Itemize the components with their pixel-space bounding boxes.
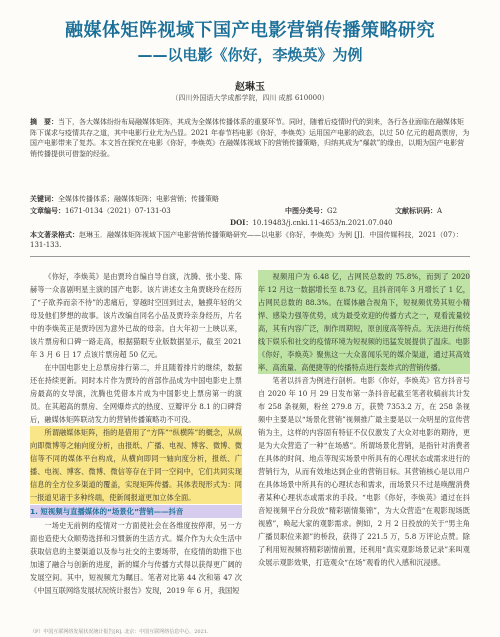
section-heading: 1. 短视频与直播媒体的“场景化”营销——抖音 [30,505,242,518]
clc-number [285,206,337,216]
column-right [258,270,470,569]
document-code-label: 文献标识码： [395,206,437,215]
author-affiliation: （四川外国语大学成都学院，四川 成都 610000） [171,94,329,102]
abstract-text: 当下，各大媒体纷纷布局融媒体矩阵，其成为全媒体传播体系的重要环节。同时，随着后疫情时代的到来，各行各业面临在融媒体矩阵下谋求与疫情共存之道，其中电影行业尤为凸显。2021 年春节档电影《你好，李焕英》运用国产电影的政态，以过 50 亿元的超高票房，为国产电影带来了复苏。本文旨在探究在电影《你好，李焕英》在融媒体视域下的营销传播策略，归纳其成为“爆款”的缘由，以期为国产电影营销传播提供可借鉴的经验。 [30,118,470,158]
doi-label: DOI： [230,218,253,227]
paragraph: 《你好，李焕英》是由贾玲自编自导自演，沈腾、张小斐、陈赫等一众喜剧明星主演的国产电影。该片讲述女主角贾晓玲在经历了“子欲养而亲不待”的悲痛后，穿越时空回到过去，触摸年轻的父母及他们梦想的故事。该片改编自同名小品及贾玲亲身经历，片名中的李焕英正是贾玲因为意外已故的母亲。自大年初一上映以来，该片票房和口碑一路走高，根据猫眼专业版数据显示，截至 2021 年 3 月 6 日 17 点该片票房超 50 亿元。 [30,272,242,359]
citation-label: 本文著录格式： [30,231,79,239]
article-number-value: 1671-0134（2021）07-131-03 [65,207,171,215]
clc-value: G2 [327,207,338,215]
doi-value: 10.19483/j.cnki.11-4653/n.2021.07.040 [252,219,393,227]
article-number [30,206,171,216]
keywords-text: 全媒体传播体系；融媒体矩阵；电影营销；传播策略 [58,195,219,203]
paper-subtitle: ——以电影《你好，李焕英》为例 [137,46,363,64]
paragraph-highlighted: 视频用户为 6.48 亿，占网民总数的 75.8%，而到了 2020 年 12 月这一数据增长至 8.73 亿，且抖音同年 3 月增长了 1 亿，占网民总数的 88.3%。在媒体融合视角下，短视频优势其短小精悍、感染力强等优势，成为最受欢迎的传播方式之一，观看流量较高，其有内容广泛，制作周期短，原创度高等特点。无法进行传统线下娱乐和社交的疫情环境为短视频的迅猛发展提供了温床。电影《你好，李焕英》聚焦这一大众喜闻乐见的媒介渠道，通过其高效率、高流量、高便捷等的传播特点进行轰炸式的营销传播。 [258,272,470,372]
divider [30,256,470,257]
paragraph: 笔者以抖音为例进行剖析。电影《你好，李焕英》官方抖音号自 2020 年 10 月 29 日发布第一条抖音起截至笔者收稿前共计发布 258 条视频，粉丝 279.8 万，获赞 7353.2 万，在 258 条视频中主要是以“场景化营销”视频推广最主要是以一众明星的宣传营销为主，这样的内容固有特征不仅仅激发了大众对电影的期待，更是为大众营造了一种“在场感”。所谓场景化营销，是指针对消费者在具体的时间、地点等现实场景中所具有的心理状态或需求进行的营销行为，从而有效地达到企业的营销目标。其营销核心是以用户在具体场景中所具有的心理状态和需求，而场景只不过是唤醒消费者某种心理状态或需求的手段。“电影《你好，李焕英》通过在抖音短视频平台分段放“精彩剧情集锦”，为大众营造“在观影现场既视感”，唤起大家的观影需求。例如，2 月 2 日投放的关于“男主角广播员职位来源”的桥段，获得了 221.5 万，5.8 万评论点赞。除了利用短视频将精彩剧情前置，还利用“真实观影场景记录”来叫观众展示观影效果，打造观众“在场”观看的代入感和沉浸感。 [258,376,470,567]
citation-format [30,230,470,250]
abstract-label: 摘 要： [30,118,58,126]
keywords-label: 关键词： [30,195,58,203]
doi [230,218,392,228]
author-name: 赵琳玉 [235,82,265,93]
keywords [30,194,470,204]
document-code [395,206,442,216]
paragraph: 在中国电影史上总票房排行第二，并且随着排片的继续，数据还在持续更新。同时本片作为贾玲的首部作品成为中国电影史上票房最高的女导演，沈腾也凭借本片成为中国影史上票房第一的演员。在其超高的票房、全网爆炸式的热度、豆瓣评分 8.1 的口碑背后，融媒体矩阵联动发力的营销传播策略功不可没。 [30,363,242,424]
paragraph-highlighted: 所谓融媒体矩阵，指的是借用了“方阵”“纵横阵”的概念，从纵向即微博等之轴向度分析，由报纸、广播、电视、博客、微博、微信等不同的媒体平台构成，从横向即同一轴向度分析，报纸、广播、电视、博客、微博、微信等存在于同一空间中，它们共同实现信息的全方位多渠道的覆盖，实现矩阵传播。其体表现形式为：同一报道见诸于多种终端，使新闻报道更加立体全面。 [30,428,242,502]
document-code-value: A [437,207,443,215]
abstract [30,117,470,159]
article-number-label: 文章编号： [30,206,65,215]
citation-text: 赵琳玉．融媒体矩阵视域下国产电影营销传播策略研究——以电影《你好，李焕英》为例 [J]．中国传媒科技，2021（07）：131-133. [30,231,463,249]
paper-title: 融媒体矩阵视域下国产电影营销传播策略研究 [65,20,435,41]
paragraph: 一场史无前例的疫情对一方面使社会在各维度按停滞，另一方面也造使大众顺势选择和习惯新的生活方式。媒介作为大众生活中获取信息的主要渠道以及参与社交的主要场带，在疫情的助推下也加速了融合与创新的进度，新的媒介与传播方式得以获得更广阔的发展空间。其中，短视频尤为瞩目。笔者对比第 44 次和第 47 次《中国互联网络发展状况统计报告》发现，2019 年 6 月，我国短 [30,521,242,595]
clc-label: 中图分类号： [285,206,327,215]
footnote: （P）中国互联网络发展状况统计报告[R]. 北京：中国互联网络信息中心，2021. [30,629,209,635]
column-left [30,270,242,597]
